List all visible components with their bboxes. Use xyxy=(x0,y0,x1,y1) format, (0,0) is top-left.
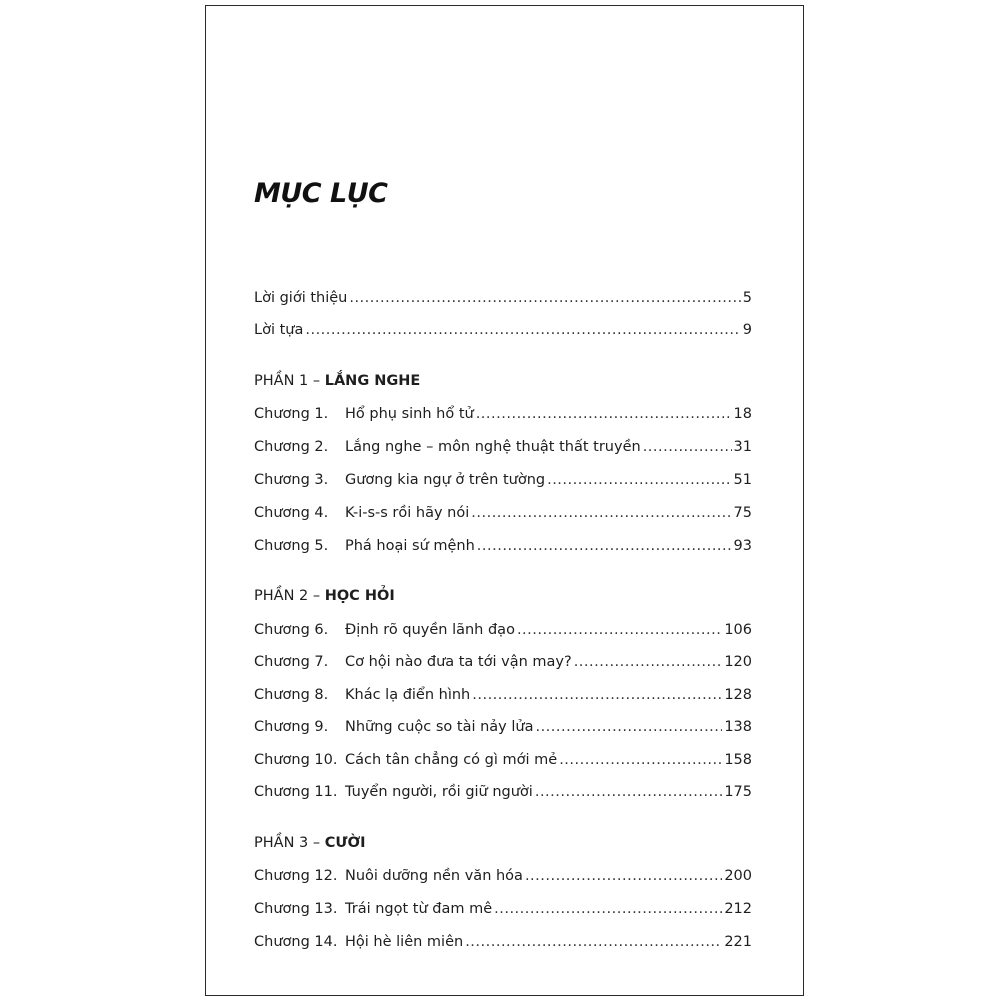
toc-chapter-row xyxy=(254,406,752,428)
chapter-title: Nuôi dưỡng nền văn hóa xyxy=(345,868,523,884)
chapter-number: Chương 12. xyxy=(254,868,338,884)
dot-leader xyxy=(305,322,740,338)
toc-chapter-row xyxy=(254,719,752,741)
part-prefix: PHẦN 1 – xyxy=(254,373,321,389)
chapter-title: Những cuộc so tài nảy lửa xyxy=(345,719,534,735)
part-heading-3 xyxy=(254,835,366,851)
toc-entry-label: Lời tựa xyxy=(254,322,304,338)
chapter-title: Tuyển người, rồi giữ người xyxy=(345,784,533,800)
toc-page-number: 128 xyxy=(724,687,752,703)
dot-leader xyxy=(472,687,722,703)
dot-leader xyxy=(574,654,723,670)
toc-chapter-row xyxy=(254,687,752,709)
toc-chapter-row xyxy=(254,439,752,461)
page-title: MỤC LỤC xyxy=(254,178,388,209)
chapter-number: Chương 9. xyxy=(254,719,329,735)
toc-chapter-row xyxy=(254,868,752,890)
toc-page-number: 221 xyxy=(724,934,752,950)
part-heading-1 xyxy=(254,373,420,389)
toc-page-number: 51 xyxy=(733,472,752,488)
chapter-title: Phá hoại sứ mệnh xyxy=(345,538,475,554)
toc-chapter-row xyxy=(254,752,752,774)
chapter-number: Chương 13. xyxy=(254,901,338,917)
toc-page-number: 212 xyxy=(724,901,752,917)
chapter-title: Khác lạ điển hình xyxy=(345,687,471,703)
dot-leader xyxy=(535,719,722,735)
chapter-number: Chương 3. xyxy=(254,472,329,488)
toc-entry-introduction xyxy=(254,290,752,312)
chapter-number: Chương 10. xyxy=(254,752,338,768)
chapter-title: Định rõ quyền lãnh đạo xyxy=(345,622,515,638)
toc-page-number: 120 xyxy=(724,654,752,670)
chapter-title: Trái ngọt từ đam mê xyxy=(345,901,493,917)
book-page xyxy=(205,5,804,996)
toc-chapter-row xyxy=(254,538,752,560)
dot-leader xyxy=(535,784,722,800)
dot-leader xyxy=(559,752,722,768)
dot-leader xyxy=(476,406,732,422)
chapter-number: Chương 7. xyxy=(254,654,329,670)
chapter-number: Chương 2. xyxy=(254,439,329,455)
part-name: LẮNG NGHE xyxy=(324,373,421,389)
toc-page-number: 31 xyxy=(733,439,752,455)
toc-page-number: 158 xyxy=(724,752,752,768)
toc-page-number: 5 xyxy=(742,290,752,306)
chapter-title: Hội hè liên miên xyxy=(345,934,464,950)
dot-leader xyxy=(547,472,731,488)
chapter-number: Chương 14. xyxy=(254,934,338,950)
dot-leader xyxy=(525,868,722,884)
toc-entry-label: Lời giới thiệu xyxy=(254,290,348,306)
part-prefix: PHẦN 3 – xyxy=(254,835,321,851)
chapter-number: Chương 8. xyxy=(254,687,329,703)
chapter-title: Lắng nghe – môn nghệ thuật thất truyền xyxy=(345,439,641,455)
toc-chapter-row xyxy=(254,622,752,644)
dot-leader xyxy=(517,622,722,638)
dot-leader xyxy=(643,439,732,455)
chapter-title: Cách tân chẳng có gì mới mẻ xyxy=(345,752,558,768)
toc-page-number: 18 xyxy=(733,406,752,422)
toc-page-number: 175 xyxy=(724,784,752,800)
dot-leader xyxy=(471,505,731,521)
chapter-title: Gương kia ngự ở trên tường xyxy=(345,472,546,488)
toc-chapter-row xyxy=(254,934,752,956)
part-heading-2 xyxy=(254,588,395,604)
chapter-title: Cơ hội nào đưa ta tới vận may? xyxy=(345,654,572,670)
toc-chapter-row xyxy=(254,472,752,494)
toc-page-number: 75 xyxy=(733,505,752,521)
chapter-title: K-i-s-s rồi hãy nói xyxy=(345,505,470,521)
dot-leader xyxy=(349,290,740,306)
toc-entry-preface xyxy=(254,322,752,344)
chapter-number: Chương 11. xyxy=(254,784,338,800)
toc-page-number: 138 xyxy=(724,719,752,735)
part-name: HỌC HỎI xyxy=(324,588,395,604)
chapter-number: Chương 5. xyxy=(254,538,329,554)
part-prefix: PHẦN 2 – xyxy=(254,588,321,604)
toc-chapter-row xyxy=(254,505,752,527)
toc-chapter-row xyxy=(254,901,752,923)
part-name: CƯỜI xyxy=(324,835,366,851)
chapter-number: Chương 1. xyxy=(254,406,329,422)
chapter-number: Chương 4. xyxy=(254,505,329,521)
dot-leader xyxy=(465,934,722,950)
toc-page-number: 93 xyxy=(733,538,752,554)
dot-leader xyxy=(494,901,722,917)
chapter-number: Chương 6. xyxy=(254,622,329,638)
toc-chapter-row xyxy=(254,654,752,676)
chapter-title: Hổ phụ sinh hổ tử xyxy=(345,406,474,422)
toc-chapter-row xyxy=(254,784,752,806)
toc-page-number: 9 xyxy=(742,322,752,338)
dot-leader xyxy=(477,538,732,554)
toc-page-number: 106 xyxy=(724,622,752,638)
toc-page-number: 200 xyxy=(724,868,752,884)
